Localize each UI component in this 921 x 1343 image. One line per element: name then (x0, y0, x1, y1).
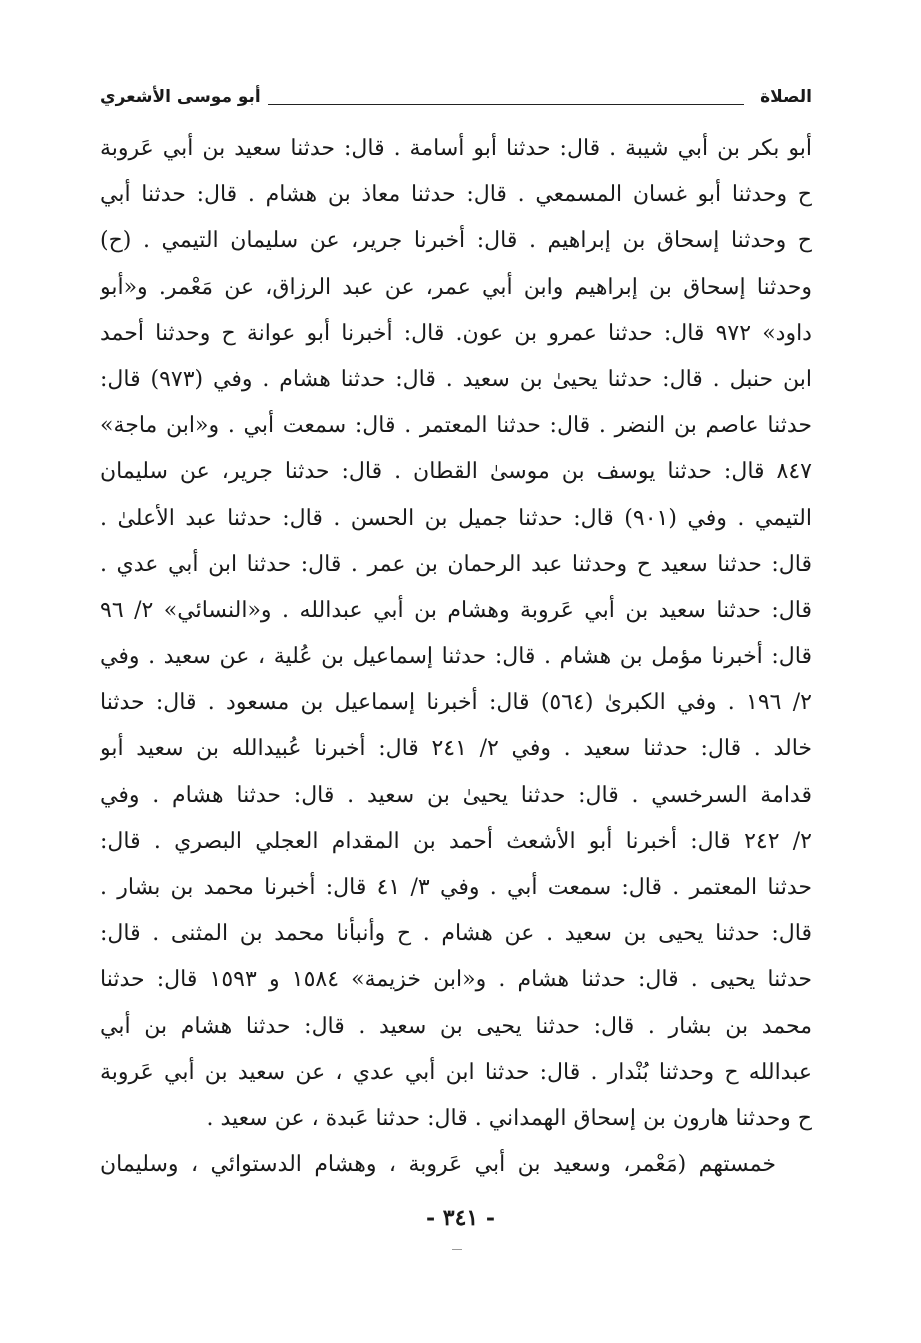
text-line: ٨٤٧ قال: حدثنا يوسف بن موسىٰ القطان . قال: حدثنا جرير، عن سليمان (100, 459, 812, 485)
header-rule (268, 104, 744, 105)
text-line: ابن حنبل . قال: حدثنا يحيىٰ بن سعيد . قال: حدثنا هشام . وفي (٩٧٣) قال: (100, 366, 812, 392)
text-line: ح وحدثنا هارون بن إسحاق الهمداني . قال: حدثنا عَبدة ، عن سعيد . (206, 1105, 812, 1131)
text-line: حدثنا المعتمر . قال: سمعت أبي . وفي ٣/ ٤١ قال: أخبرنا محمد بن بشار . (100, 875, 812, 900)
text-line: وحدثنا إسحاق بن إبراهيم وابن أبي عمر، عن عبد الرزاق، عن مَعْمر. و«أبو (100, 274, 812, 300)
section-title: أبو موسى الأشعري (100, 87, 261, 107)
text-line: عبدالله ح وحدثنا بُنْدار . قال: حدثنا ابن أبي عدي ، عن سعيد بن أبي عَروبة (100, 1059, 812, 1085)
text-line: قال: أخبرنا مؤمل بن هشام . قال: حدثنا إسماعيل بن عُلية ، عن سعيد . وفي (100, 644, 812, 670)
text-line: ح وحدثنا أبو غسان المسمعي . قال: حدثنا معاذ بن هشام . قال: حدثنا أبي (100, 182, 812, 208)
text-line: ٢/ ٢٤٢ قال: أخبرنا أبو الأشعث أحمد بن المقدام العجلي البصري . قال: (100, 828, 812, 854)
text-line: خالد . قال: حدثنا سعيد . وفي ٢/ ٢٤١ قال: أخبرنا عُبيدالله بن سعيد أبو (100, 736, 812, 762)
text-line: خمستهم (مَعْمر، وسعيد بن أبي عَروبة ، وهشام الدستوائي ، وسليمان (100, 1152, 776, 1178)
page-number: - ٣٤١ - (425, 1205, 496, 1231)
text-line: ح وحدثنا إسحاق بن إبراهيم . قال: أخبرنا جرير، عن سليمان التيمي . (ح) (100, 228, 812, 254)
text-line: قدامة السرخسي . قال: حدثنا يحيىٰ بن سعيد . قال: حدثنا هشام . وفي (100, 782, 812, 808)
main-text (100, 126, 812, 1188)
text-line: حدثنا يحيى . قال: حدثنا هشام . و«ابن خزيمة» ١٥٨٤ و ١٥٩٣ قال: حدثنا (100, 967, 812, 993)
text-line: حدثنا عاصم بن النضر . قال: حدثنا المعتمر . قال: سمعت أبي . و«ابن ماجة» (100, 413, 812, 439)
text-line: قال: حدثنا سعيد ح وحدثنا عبد الرحمان بن عمر . قال: حدثنا ابن أبي عدي . (100, 551, 812, 577)
text-line: أبو بكر بن أبي شيبة . قال: حدثنا أبو أسامة . قال: حدثنا سعيد بن أبي عَروبة (100, 136, 812, 161)
bottom-mark (452, 1249, 462, 1250)
text-line: قال: حدثنا سعيد بن أبي عَروبة وهشام بن أبي عبدالله . و«النسائي» ٢/ ٩٦ (100, 597, 812, 623)
text-line: ٢/ ١٩٦ . وفي الكبرىٰ (٥٦٤) قال: أخبرنا إسماعيل بن مسعود . قال: حدثنا (100, 690, 812, 716)
text-line: التيمي . وفي (٩٠١) قال: حدثنا جميل بن الحسن . قال: حدثنا عبد الأعلىٰ . (100, 505, 812, 531)
chapter-title: الصلاة (760, 87, 812, 107)
text-line: داود» ٩٧٢ قال: حدثنا عمرو بن عون. قال: أخبرنا أبو عوانة ح وحدثنا أحمد (100, 320, 812, 346)
running-header (100, 84, 812, 116)
text-line: محمد بن بشار . قال: حدثنا يحيى بن سعيد . قال: حدثنا هشام بن أبي (100, 1013, 812, 1039)
text-line: قال: حدثنا يحيى بن سعيد . عن هشام . ح وأنبأنا محمد بن المثنى . قال: (100, 921, 812, 947)
